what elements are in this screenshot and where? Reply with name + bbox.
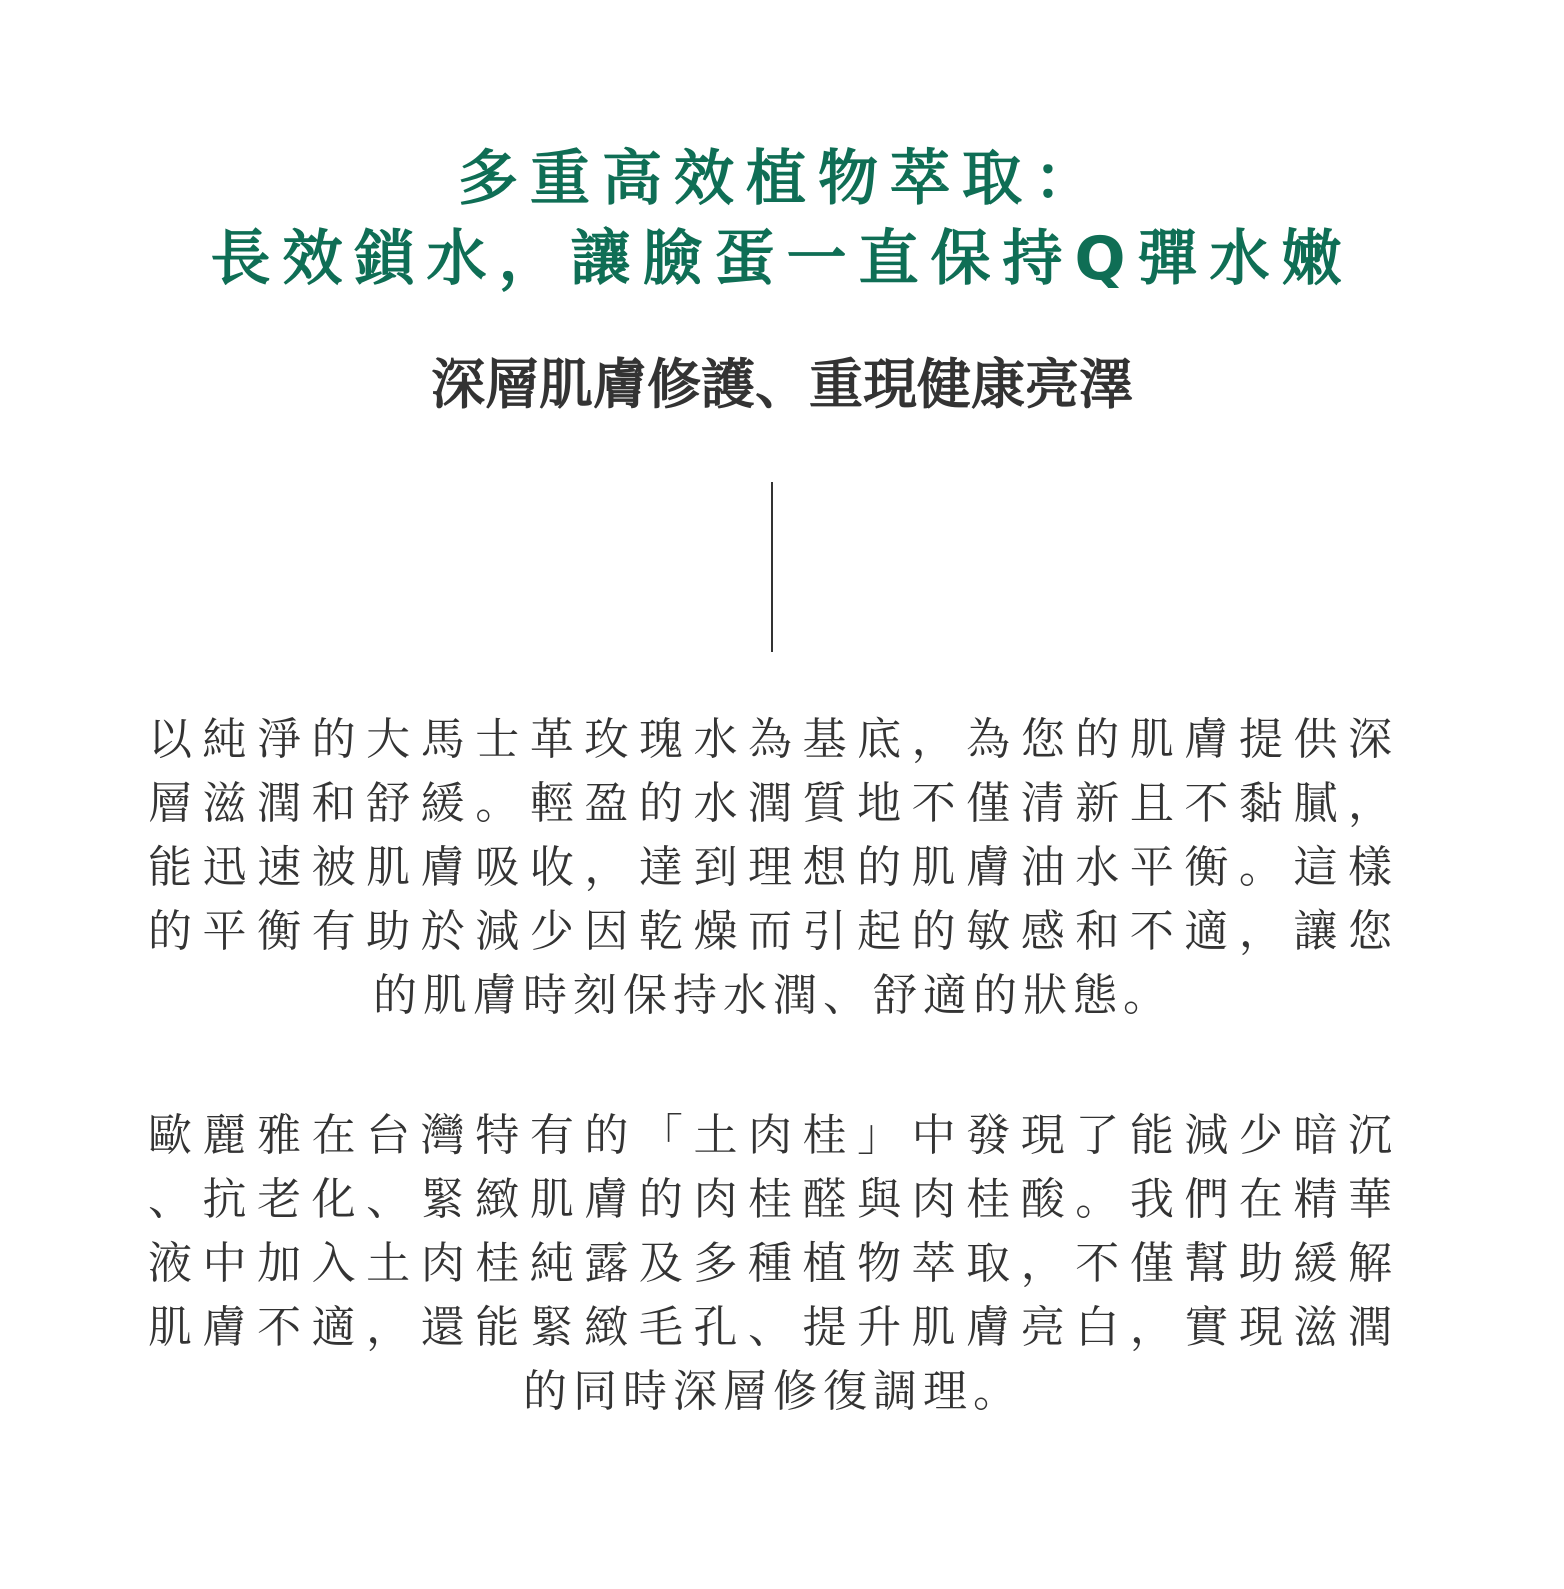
paragraph-line: 層滋潤和舒緩。輕盈的水潤質地不僅清新且不黏膩，: [148, 778, 1398, 829]
paragraph-line: 、抗老化、緊緻肌膚的肉桂醛與肉桂酸。我們在精華: [148, 1174, 1398, 1225]
paragraph-line: 的同時深層修復調理。: [523, 1366, 1023, 1417]
headline-line-2: 長效鎖水，讓臉蛋一直保持Q彈水嫩: [210, 224, 1354, 294]
paragraph-line: 肌膚不適，還能緊緻毛孔、提升肌膚亮白，實現滋潤: [148, 1302, 1398, 1353]
paragraph-line: 以純淨的大馬士革玫瑰水為基底，為您的肌膚提供深: [148, 714, 1398, 765]
paragraph-line: 液中加入土肉桂純露及多種植物萃取，不僅幫助緩解: [148, 1238, 1398, 1289]
paragraph-line: 歐麗雅在台灣特有的「土肉桂」中發現了能減少暗沉: [148, 1110, 1398, 1161]
paragraph-line: 的肌膚時刻保持水潤、舒適的狀態。: [373, 970, 1173, 1021]
vertical-divider: [771, 482, 773, 652]
headline-line-1: 多重高效植物萃取：: [458, 144, 1106, 214]
subtitle: 深層肌膚修護、重現健康亮澤: [431, 353, 1133, 416]
paragraph-rose-water: [148, 708, 1398, 1028]
paragraph-line: 能迅速被肌膚吸收，達到理想的肌膚油水平衡。這樣: [148, 842, 1398, 893]
paragraph-line: 的平衡有助於減少因乾燥而引起的敏感和不適，讓您: [148, 906, 1398, 957]
paragraph-cinnamon: [148, 1104, 1398, 1424]
